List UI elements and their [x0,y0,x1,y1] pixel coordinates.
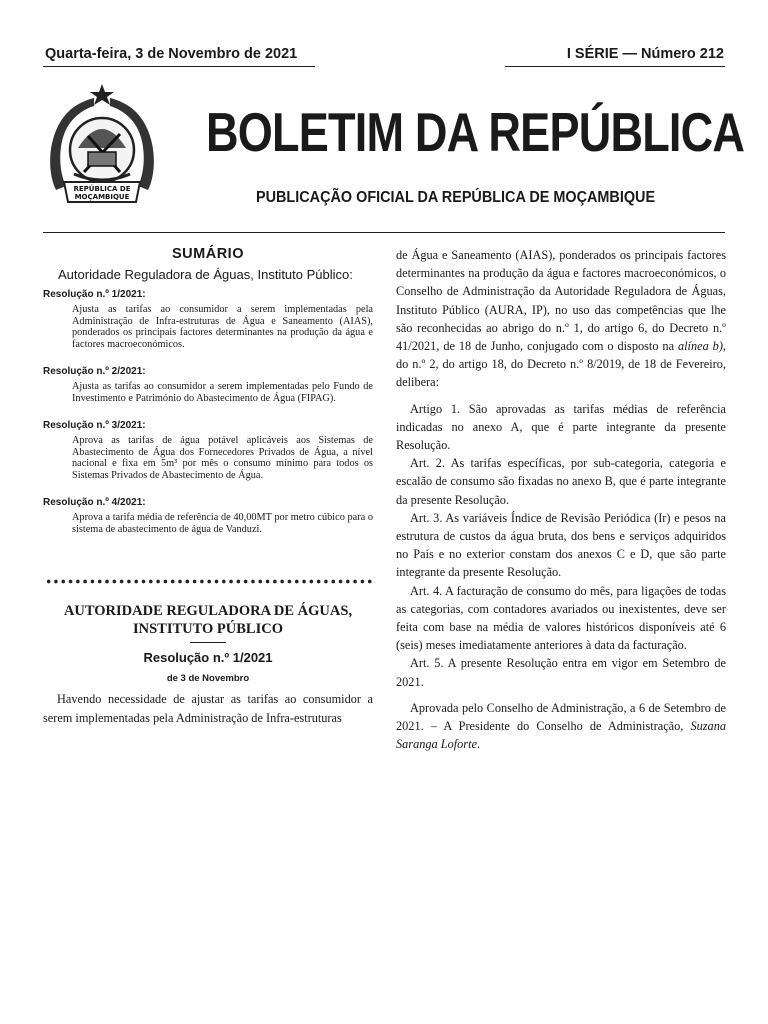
authority-heading-line2: INSTITUTO PÚBLICO [132,621,283,637]
preamble-end: , do n.º 2, do artigo 18, do Decreto n.º 8/2019, de 18 de Fevereiro, delibera: [396,339,726,390]
sumario-item [43,497,373,535]
article-2: Art. 2. As tarifas específicas, por sub-categoria, categoria e escalão de consumo são fixadas no anexo B, que é parte integrante da presente Resolução. [396,456,726,507]
preamble-alinea: alínea b) [677,339,723,354]
sumario-item-heading: Resolução n.º 2/2021: [43,366,146,377]
resolution-body [396,246,726,753]
header-rule-left [43,66,315,67]
approval-paragraph [396,699,726,754]
sumario-item-heading: Resolução n.º 1/2021: [43,289,146,300]
masthead-title: BOLETIM DA REPÚBLICA [206,101,745,163]
resolution-preamble [396,246,726,392]
resolution-date: de 3 de Novembro [166,673,250,684]
resolution-intro: Havendo necessidade de ajustar as tarifas ao consumidor a serem implementadas pela Administração de Infra-estruturas [43,692,373,725]
signatory-name: Suzana Saranga Loforte [396,719,726,752]
sumario-section [43,246,373,535]
article-5: Art. 5. A presente Resolução entra em vigor em Setembro de 2021. [396,656,726,689]
approval-text: Aprovada pelo Conselho de Administração, a 6 de Setembro de 2021. – A Presidente do Conselho de Administração, [396,700,726,734]
sumario-item-text: Ajusta as tarifas ao consumidor a serem implementadas pelo Fundo de Investimento e Património do Abastecimento de Água (FIPAG). [72,381,373,404]
resolution-title: Resolução n.º 1/2021 [143,650,273,665]
resolution-authority-heading [43,602,373,638]
sumario-item-text: Ajusta as tarifas ao consumidor a serem implementadas pela Administração de Infra-estruturas de Água e Saneamento (AIAS), ponderados os principais factores determinantes na produção da água e factores macroeconómicos. [72,304,373,350]
sumario-title: SUMÁRIO [172,246,244,262]
issue-series-number: I SÉRIE — Número 212 [566,46,724,62]
issue-date: Quarta-feira, 3 de Novembro de 2021 [45,46,298,62]
masthead-subtitle: PUBLICAÇÃO OFICIAL DA REPÚBLICA DE MOÇAMBIQUE [256,189,656,206]
preamble-text: de Água e Saneamento (AIAS), ponderados os principais factores determinantes na produção da água e factores macroeconómicos, o Conselho de Administração da Autoridade Reguladora de Águas, Instituto Público (AURA, IP), no uso das competências que lhe são reconhecidas ao abrigo do n.º 1, do artigo 6, do Decreto n.º 41/2021, de 18 de Junho, conjugado com o disposto na [396,248,726,354]
heading-rule [190,642,226,643]
sumario-item [43,289,373,350]
dotted-separator [45,578,373,585]
header-rule-right [505,66,725,67]
article-4: Art. 4. A facturação de consumo do mês, para ligações de todas as categorias, com contadores avariados ou inexistentes, deve ser feita com base na média de valores históricos disponíveis até 6 (seis) meses imediatamente anteriores à data da facturação. [396,583,726,653]
sumario-authority: Autoridade Reguladora de Águas, Instituto Público: [58,267,353,282]
sumario-item-text: Aprova as tarifas de água potável aplicáveis aos Sistemas de Abastecimento de Água dos Fornecedores Privados de Água, a nível nacional e fixa em 5m³ por mês o consumo mínimo para todos os Sistemas Privados de Abastecimento de Água. [72,435,373,481]
mozambique-emblem-icon [44,82,160,208]
sumario-item [43,420,373,481]
sumario-item [43,366,373,404]
article-1: Artigo 1. São aprovadas as tarifas médias de referência indicadas no anexo A, que é parte integrante da presente Resolução. [396,401,726,453]
authority-heading-line1: AUTORIDADE REGULADORA DE ÁGUAS, [63,603,353,619]
masthead-rule [43,232,725,233]
sumario-item-heading: Resolução n.º 3/2021: [43,420,146,431]
sumario-item-heading: Resolução n.º 4/2021: [43,497,146,508]
emblem-text-line1: REPÚBLICA DE [73,185,131,193]
article-3: Art. 3. As variáveis Índice de Revisão Periódica (Ir) e pesos na estrutura de custos da água bruta, dos bens e serviços adquiridos no País e no exterior constam dos anexos C e D, que são parte integrante da presente Resolução. [396,510,726,580]
signatory-end: . [476,737,481,752]
sumario-item-text: Aprova a tarifa média de referência de 40,00MT por metro cúbico para o sistema de abastecimento de água de Vanduzi. [72,512,373,535]
emblem-text-line2: MOÇAMBIQUE [74,193,130,201]
